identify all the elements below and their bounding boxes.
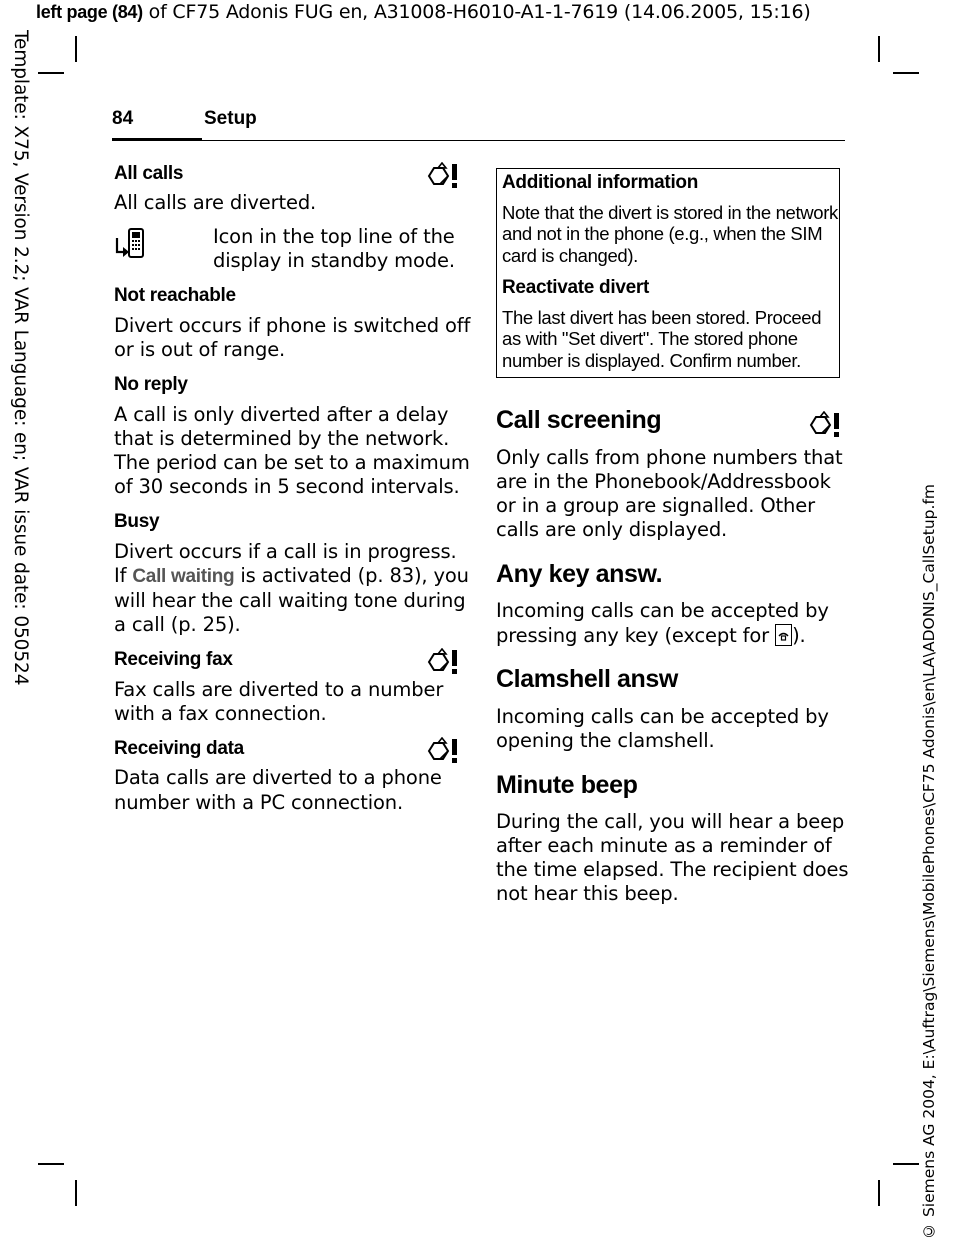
not-reachable-line: Divert occurs if phone is switched off: [114, 314, 471, 337]
additional-info-heading: Additional information: [502, 172, 699, 193]
crop-mark: [75, 36, 77, 62]
any-key-line: Incoming calls can be accepted by: [496, 599, 829, 622]
crop-mark: [75, 1180, 77, 1206]
info-box-line: number is displayed. Confirm number.: [502, 350, 801, 371]
minute-beep-line: after each minute as a reminder of: [496, 834, 832, 857]
minute-beep-line: the time elapsed. The recipient does: [496, 858, 849, 881]
print-header-page-ref: left page (84): [36, 2, 143, 22]
clamshell-answer-heading: Clamshell answ: [496, 665, 678, 693]
call-screening-line: calls are only displayed.: [496, 518, 728, 541]
receiving-data-line: Data calls are diverted to a phone: [114, 766, 442, 789]
network-service-icon: [424, 648, 460, 676]
no-reply-line: of 30 seconds in 5 second intervals.: [114, 475, 460, 498]
call-screening-heading: Call screening: [496, 406, 662, 434]
minute-beep-line: During the call, you will hear a beep: [496, 810, 845, 833]
no-reply-line: A call is only diverted after a delay: [114, 403, 449, 426]
network-service-icon: [424, 737, 460, 765]
any-key-text: pressing any key (except for: [496, 624, 776, 647]
no-reply-line: The period can be set to a maximum: [114, 451, 470, 474]
divert-phone-icon: [114, 226, 146, 260]
info-box-line: and not in the phone (e.g., when the SIM: [502, 223, 823, 244]
busy-line: will hear the call waiting tone during: [114, 589, 466, 612]
reactivate-divert-heading: Reactivate divert: [502, 277, 649, 298]
receiving-data-heading: Receiving data: [114, 738, 244, 759]
page-title: Setup: [204, 108, 257, 129]
print-header-text: of CF75 Adonis FUG en, A31008-H6010-A1-1-7619 (14.06.2005, 15:16): [142, 1, 811, 23]
clamshell-line: Incoming calls can be accepted by: [496, 705, 829, 728]
end-key-icon: [775, 624, 792, 646]
info-box-line: The last divert has been stored. Proceed: [502, 307, 822, 328]
network-service-icon: [424, 162, 460, 190]
crop-mark: [878, 1180, 880, 1206]
side-template-text: Template: X75, Version 2.2; VAR Language: en; VAR issue date: 050524: [10, 30, 31, 686]
any-key-text: ).: [792, 624, 806, 647]
any-key-line: [496, 624, 806, 648]
header-rule: [112, 140, 845, 141]
receiving-fax-line: with a fax connection.: [114, 702, 327, 725]
info-box-line: card is changed).: [502, 245, 638, 266]
call-waiting-menu-term: Call waiting: [132, 566, 235, 587]
side-template-info: [2, 30, 42, 710]
minute-beep-line: not hear this beep.: [496, 882, 679, 905]
side-copyright-text: © Siemens AG 2004, E:\Auftrag\Siemens\MobilePhones\CF75 Adonis\en\LA\ADONIS_CallSetup.fm: [920, 484, 938, 1240]
busy-line: Divert occurs if a call is in progress.: [114, 540, 457, 563]
call-screening-line: or in a group are signalled. Other: [496, 494, 815, 517]
all-calls-icon-text-1: Icon in the top line of the: [213, 225, 455, 248]
info-box-line: as with "Set divert". The stored phone: [502, 328, 798, 349]
all-calls-icon-text-2: display in standby mode.: [213, 249, 455, 272]
busy-line: [114, 564, 469, 589]
info-box-line: Note that the divert is stored in the network: [502, 202, 838, 223]
busy-line: a call (p. 25).: [114, 613, 241, 636]
any-key-answer-heading: Any key answ.: [496, 560, 663, 588]
side-copyright: [912, 440, 952, 1240]
call-screening-line: are in the Phonebook/Addressbook: [496, 470, 831, 493]
not-reachable-heading: Not reachable: [114, 285, 236, 306]
busy-text: If: [114, 564, 133, 587]
busy-heading: Busy: [114, 511, 160, 532]
minute-beep-heading: Minute beep: [496, 771, 638, 799]
call-screening-line: Only calls from phone numbers that: [496, 446, 843, 469]
print-header: [36, 1, 811, 23]
clamshell-line: opening the clamshell.: [496, 729, 715, 752]
crop-mark: [878, 36, 880, 62]
crop-mark: [38, 1163, 64, 1165]
all-calls-text: All calls are diverted.: [114, 191, 317, 214]
all-calls-heading: All calls: [114, 163, 184, 184]
crop-mark: [893, 72, 919, 74]
receiving-data-line: number with a PC connection.: [114, 791, 404, 814]
header-rule-accent: [112, 138, 202, 141]
network-service-icon: [806, 411, 842, 439]
receiving-fax-heading: Receiving fax: [114, 649, 233, 670]
no-reply-line: that is determined by the network.: [114, 427, 450, 450]
no-reply-heading: No reply: [114, 374, 188, 395]
not-reachable-line: or is out of range.: [114, 338, 286, 361]
busy-text: is activated (p. 83), you: [234, 564, 469, 587]
receiving-fax-line: Fax calls are diverted to a number: [114, 678, 444, 701]
page-number: 84: [112, 108, 134, 129]
